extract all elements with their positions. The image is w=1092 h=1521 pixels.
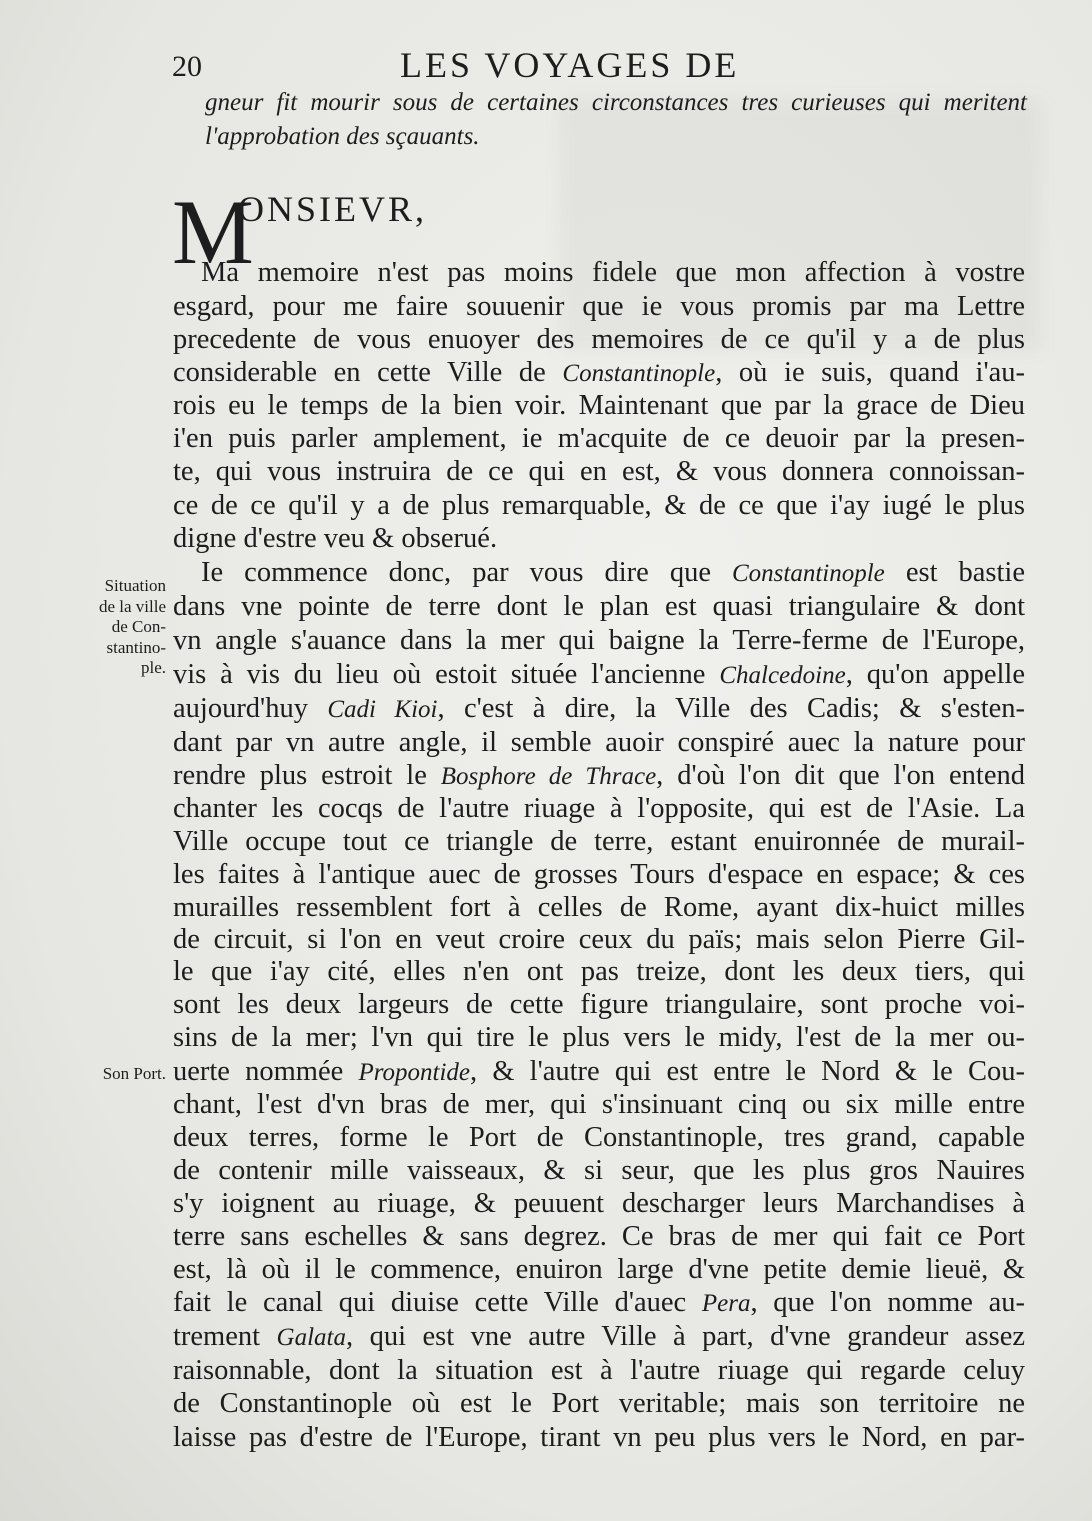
text-line [173,489,1025,523]
text-segment: Ie commence donc, par vous dire que [201,557,732,588]
text-segment: chanter les cocqs de l'autre riuage à l'opposite, qui est de l'Asie. La [173,793,1025,824]
text-line [173,556,1025,591]
text-line [173,988,1025,1022]
text-line [173,759,1025,794]
italic-term: Pera [701,1290,751,1317]
text-segment: considerable en cette Ville de [173,357,563,388]
text-line [173,923,1025,957]
text-segment: i'en puis parler amplement, ie m'acquite de ce deuoir par la presen- [173,423,1025,454]
text-segment: esgard, pour me faire souuenir que ie vous promis par ma Lettre [173,291,1025,322]
margin-note-line: de la ville [98,596,166,616]
text-segment: rois eu le temps de la bien voir. Maintenant que par la grace de Dieu [173,390,1025,421]
text-segment: s'y ioignent au riuage, & peuuent descharger leurs Marchandises à [173,1188,1025,1219]
text-line [173,1055,1025,1090]
italic-term: Constantinople [562,360,716,387]
text-segment: , & l'autre qui est entre le Nord & le Cou- [470,1056,1025,1087]
salutation: ONSIEVR, [238,189,428,229]
text-segment: de Constantinople où est le Port veritable; mais son territoire ne [173,1388,1025,1419]
text-line [173,522,1025,556]
margin-note-line: Son Port. [102,1064,166,1083]
running-title: LES VOYAGES DE [400,45,740,85]
text-line [173,323,1025,357]
text-segment: , où ie suis, quand i'au- [715,357,1025,388]
text-segment: de circuit, si l'on en veut croire ceux du païs; mais selon Pierre Gil- [173,924,1025,955]
intro-line: l'approbation des sçauants. [205,123,480,150]
text-line [173,1320,1025,1355]
italic-term: Chalcedoine [719,662,846,689]
text-segment: murailles ressemblent fort à celles de Rome, ayant dix-huict milles [173,892,1025,923]
text-segment: vn angle s'auance dans la mer qui baigne la Terre-ferme de l'Europe, [173,625,1025,656]
text-segment: trement [173,1321,277,1352]
margin-note-line: stantino- [106,637,166,657]
text-segment: raisonnable, dont la situation est à l'autre riuage qui regarde celuy [173,1355,1025,1386]
text-segment: les faites à l'antique auec de grosses Tours d'espace en espace; & ces [173,859,1025,890]
text-line [173,692,1025,727]
text-segment: deux terres, forme le Port de Constantinople, tres grand, capable [173,1122,1025,1153]
italic-term: Constantinople [732,560,885,587]
text-segment: sont les deux largeurs de cette figure triangulaire, sont proche voi- [173,989,1025,1020]
text-line [173,891,1025,925]
text-segment: fait le canal qui diuise cette Ville d'auec [173,1287,702,1318]
text-segment: est, là où il le commence, enuiron large d'vne petite demie lieuë, & [173,1254,1025,1285]
text-line [173,389,1025,423]
intro-line: gneur fit mourir sous de certaines circonstances tres curieuses qui meritent [205,89,1027,116]
text-line [173,590,1025,624]
text-segment: , qu'on appelle [845,659,1026,690]
text-segment: digne d'estre veu & obserué. [173,523,498,554]
text-segment: dant par vn autre angle, il semble auoir conspiré auec la nature pour [173,727,1025,758]
text-line [173,356,1025,391]
text-segment: terre sans eschelles & sans degrez. Ce bras de mer qui fait ce Port [173,1221,1025,1252]
text-segment: rendre plus estroit le [173,760,441,791]
text-line [173,1387,1025,1421]
text-segment: , que l'on nomme au- [750,1287,1025,1318]
text-line [173,1154,1025,1188]
text-line [173,1121,1025,1155]
italic-term: Cadi Kioi [327,696,438,723]
drop-capital: M [172,181,254,283]
text-line [173,1286,1025,1321]
margin-note-line: de Con- [111,617,166,636]
text-segment: laisse pas d'estre de l'Europe, tirant vn peu plus vers le Nord, en par- [173,1422,1025,1453]
italic-term: Bosphore de Thrace [440,763,657,790]
text-line [173,1421,1025,1455]
text-line [173,1253,1025,1287]
text-segment: vis à vis du lieu où estoit située l'ancienne [173,659,720,690]
page-number: 20 [172,50,202,83]
italic-term: Propontide [358,1059,471,1086]
text-line [173,1187,1025,1221]
text-segment: uerte nommée [173,1056,359,1087]
text-segment: sins de la mer; l'vn qui tire le plus vers le midy, l'est de la mer ou- [173,1022,1025,1053]
text-line [173,422,1025,456]
text-line [173,1354,1025,1388]
text-line [173,858,1025,892]
text-line [173,455,1025,489]
text-segment: ce de ce qu'il y a de plus remarquable, & de ce que i'ay iugé le plus [173,490,1025,521]
text-segment: Ma memoire n'est pas moins fidele que mon affection à vostre [201,257,1025,288]
italic-term: Galata [276,1324,346,1351]
text-segment: dans vne pointe de terre dont le plan est quasi triangulaire & dont [173,591,1025,622]
text-segment: precedente de vous enuoyer des memoires de ce qu'il y a de plus [173,324,1025,355]
text-segment: te, qui vous instruira de ce qui en est, & vous donnera connoissan- [173,456,1025,487]
text-line [173,825,1025,859]
text-segment: est bastie [884,557,1025,588]
text-line [173,792,1025,826]
text-line [173,1088,1025,1122]
margin-note-line: ple. [140,658,166,677]
text-line [173,624,1025,658]
text-line [173,290,1025,324]
text-line [173,1021,1025,1055]
text-line [173,955,1025,989]
text-segment: aujourd'huy [173,693,328,724]
text-segment: de contenir mille vaisseaux, & si seur, que les plus gros Nauires [173,1155,1025,1186]
text-segment: , d'où l'on dit que l'on entend [656,760,1025,791]
text-segment: , qui est vne autre Ville à part, d'vne grandeur assez [346,1321,1025,1352]
text-line [173,256,1025,290]
text-line [173,1220,1025,1254]
margin-note [48,576,166,679]
margin-note-line: Situation [104,576,166,595]
text-line [173,726,1025,760]
text-segment: le que i'ay cité, elles n'en ont pas treize, dont les deux tiers, qui [173,956,1025,987]
text-segment: , c'est à dire, la Ville des Cadis; & s'esten- [437,693,1026,724]
text-line [173,658,1025,693]
margin-note [48,1064,166,1085]
text-segment: chant, l'est d'vn bras de mer, qui s'insinuant cinq ou six mille entre [173,1089,1025,1120]
text-segment: Ville occupe tout ce triangle de terre, estant enuironnée de murail- [173,826,1025,857]
